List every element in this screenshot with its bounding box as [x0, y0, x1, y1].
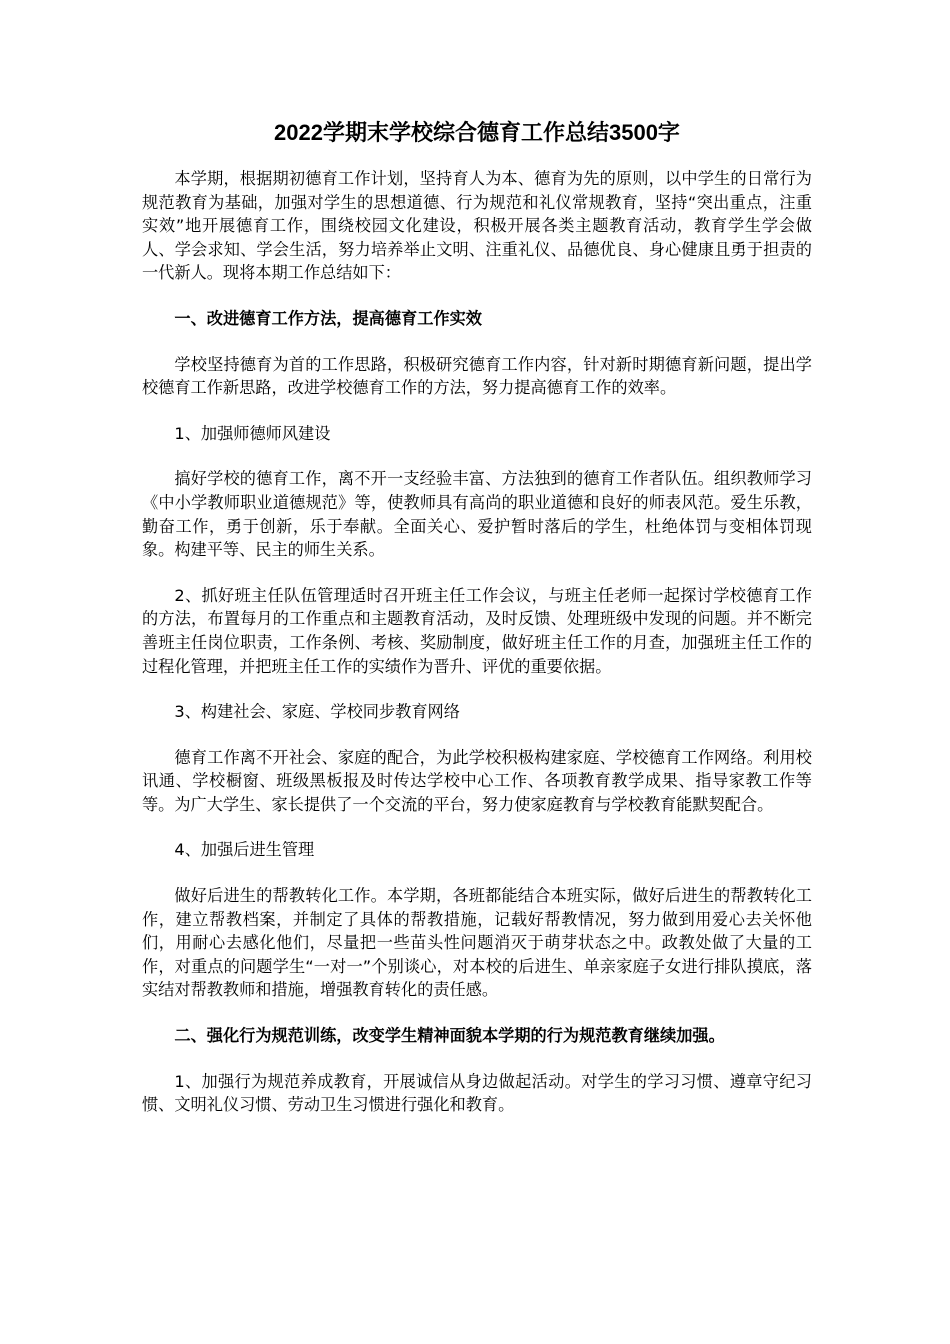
- paragraph-education-network: 德育工作离不开社会、家庭的配合，为此学校积极构建家庭、学校德育工作网络。利用校讯通、学校橱窗、班级黑板报及时传达学校中心工作、各项教育教学成果、指导家教工作等等。为广大学生、家长提供了一个交流的平台，努力使家庭教育与学校教育能默契配合。: [142, 747, 812, 814]
- section-heading-1: 一、改进德育工作方法，提高德育工作实效: [174, 308, 482, 328]
- subheading-1-3: 3、构建社会、家庭、学校同步教育网络: [174, 702, 460, 722]
- paragraph-student-support: 做好后进生的帮教转化工作。本学期，各班都能结合本班实际，做好后进生的帮教转化工作，建立帮教档案，并制定了具体的帮教措施，记载好帮教情况，努力做到用爱心去关怀他们，用耐心去感化他们，尽量把一些苗头性问题消灭于萌芽状态之中。政教处做了大量的工作，对重点的问题学生“一对一”个别谈心，对本校的后进生、单亲家庭子女进行排队摸底，落实结对帮教教师和措施，增强教育转化的责任感。: [142, 886, 812, 1000]
- document-body: [142, 118, 812, 1139]
- paragraph-class-teacher-management: 2、抓好班主任队伍管理适时召开班主任工作会议，与班主任老师一起探讨学校德育工作的方法，布置每月的工作重点和主题教育活动，及时反馈、处理班级中发现的问题。并不断完善班主任岗位职责，工作条例、考核、奖励制度，做好班主任工作的月查，加强班主任工作的过程化管理，并把班主任工作的实绩作为晋升、评优的重要依据。: [142, 585, 812, 676]
- section-heading-2: 二、强化行为规范训练，改变学生精神面貌本学期的行为规范教育继续加强。: [174, 1026, 725, 1046]
- intro-paragraph: 本学期，根据期初德育工作计划，坚持育人为本、德育为先的原则，以中学生的日常行为规范教育为基础，加强对学生的思想道德、行为规范和礼仪常规教育，坚持“突出重点，注重实效”地开展德育工作，围绕校园文化建设，积极开展各类主题教育活动，教育学生学会做人、学会求知、学会生活，努力培养举止文明、注重礼仪、品德优良、身心健康且勇于担责的一代新人。现将本期工作总结如下：: [142, 169, 812, 283]
- document-title: 2022学期末学校综合德育工作总结3500字: [274, 120, 680, 145]
- section-1-intro-paragraph: 学校坚持德育为首的工作思路，积极研究德育工作内容，针对新时期德育新问题，提出学校德育工作新思路，改进学校德育工作的方法，努力提高德育工作的效率。: [142, 354, 812, 398]
- subheading-1-4: 4、加强后进生管理: [174, 840, 315, 860]
- subheading-1-1: 1、加强师德师风建设: [174, 423, 331, 443]
- paragraph-behavior-education: 1、加强行为规范养成教育，开展诚信从身边做起活动。对学生的学习习惯、遵章守纪习惯、文明礼仪习惯、劳动卫生习惯进行强化和教育。: [142, 1071, 812, 1115]
- paragraph-teacher-ethics: 搞好学校的德育工作，离不开一支经验丰富、方法独到的德育工作者队伍。组织教师学习《中小学教师职业道德规范》等，使教师具有高尚的职业道德和良好的师表风范。爱生乐教，勤奋工作，勇于创新，乐于奉献。全面关心、爱护暂时落后的学生，杜绝体罚与变相体罚现象。构建平等、民主的师生关系。: [142, 469, 812, 560]
